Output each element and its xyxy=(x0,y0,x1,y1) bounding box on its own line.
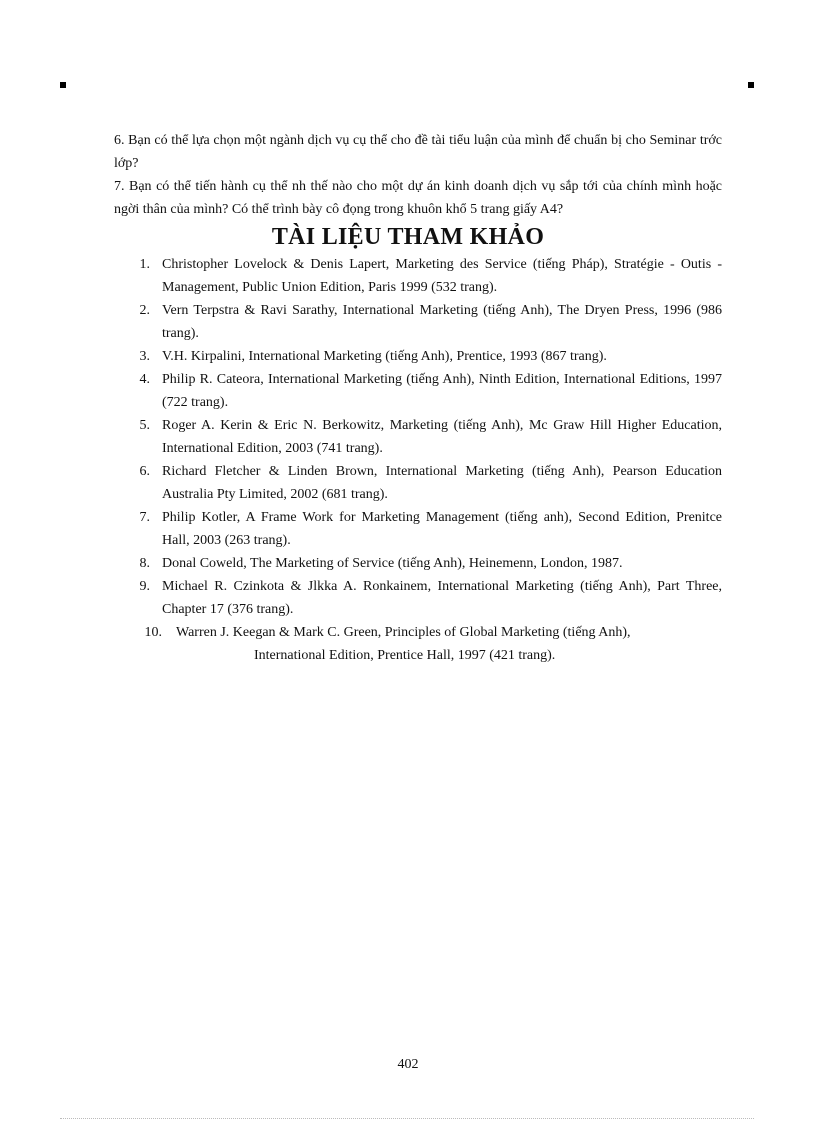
reference-item-10 xyxy=(128,621,722,667)
reference-item xyxy=(128,253,722,299)
reference-number: 7. xyxy=(139,510,150,525)
reference-item xyxy=(128,552,722,575)
reference-number: 8. xyxy=(139,556,150,571)
reference-text-line2: International Edition, Prentice Hall, 1997 (421 trang). xyxy=(254,648,556,663)
reference-number: 6. xyxy=(139,464,150,479)
reference-text: Christopher Lovelock & Denis Lapert, Marketing des Service (tiếng Pháp), Stratégie - Outis - Management, Public Union Edition, Paris 1999 (532 trang). xyxy=(162,257,722,295)
references-heading: TÀI LIỆU THAM KHẢO xyxy=(271,224,545,250)
question-6: 6. Bạn có thể lựa chọn một ngành dịch vụ cụ thể cho đề tài tiểu luận của mình để chuẩn bị cho Seminar trớc lớp? xyxy=(114,133,722,171)
reference-text: Philip Kotler, A Frame Work for Marketing Management (tiếng anh), Second Edition, Prenitce Hall, 2003 (263 trang). xyxy=(162,510,722,548)
reference-item xyxy=(128,345,722,368)
reference-item xyxy=(128,506,722,552)
reference-text: Philip R. Cateora, International Marketing (tiếng Anh), Ninth Edition, International Editions, 1997 (722 trang). xyxy=(162,372,722,410)
reference-number: 2. xyxy=(139,303,150,318)
reference-list xyxy=(128,253,722,667)
reference-number: 1. xyxy=(139,257,150,272)
reference-text: Donal Coweld, The Marketing of Service (tiếng Anh), Heinemenn, London, 1987. xyxy=(162,556,623,571)
reference-number: 4. xyxy=(139,372,150,387)
reference-text-line1: Warren J. Keegan & Mark C. Green, Principles of Global Marketing (tiếng Anh), xyxy=(176,625,631,640)
corner-marker-left xyxy=(60,82,66,88)
corner-marker-right xyxy=(748,82,754,88)
reference-item xyxy=(128,368,722,414)
reference-text: Vern Terpstra & Ravi Sarathy, International Marketing (tiếng Anh), The Dryen Press, 1996 (986 trang). xyxy=(162,303,722,341)
reference-item xyxy=(128,414,722,460)
question-7: 7. Bạn có thể tiến hành cụ thể nh thế nào cho một dự án kinh doanh dịch vụ sắp tới của chính mình hoặc ngời thân của mình? Có thể trình bày cô đọng trong khuôn khổ 5 trang giấy A4? xyxy=(114,179,722,217)
reference-item xyxy=(128,460,722,506)
bottom-divider xyxy=(60,1118,754,1119)
reference-text: Michael R. Czinkota & Jlkka A. Ronkainem, International Marketing (tiếng Anh), Part Three, Chapter 17 (376 trang). xyxy=(162,579,722,617)
reference-number: 10. xyxy=(144,625,162,640)
reference-item xyxy=(128,575,722,621)
reference-text: Roger A. Kerin & Eric N. Berkowitz, Marketing (tiếng Anh), Mc Graw Hill Higher Education, International Edition, 2003 (741 trang). xyxy=(162,418,722,456)
page-number: 402 xyxy=(397,1057,419,1072)
reference-item xyxy=(128,299,722,345)
reference-number: 5. xyxy=(139,418,150,433)
reference-number: 9. xyxy=(139,579,150,594)
reference-number: 3. xyxy=(139,349,150,364)
reference-text: Richard Fletcher & Linden Brown, International Marketing (tiếng Anh), Pearson Education Australia Pty Limited, 2002 (681 trang). xyxy=(162,464,722,502)
reference-text: V.H. Kirpalini, International Marketing (tiếng Anh), Prentice, 1993 (867 trang). xyxy=(162,349,607,364)
